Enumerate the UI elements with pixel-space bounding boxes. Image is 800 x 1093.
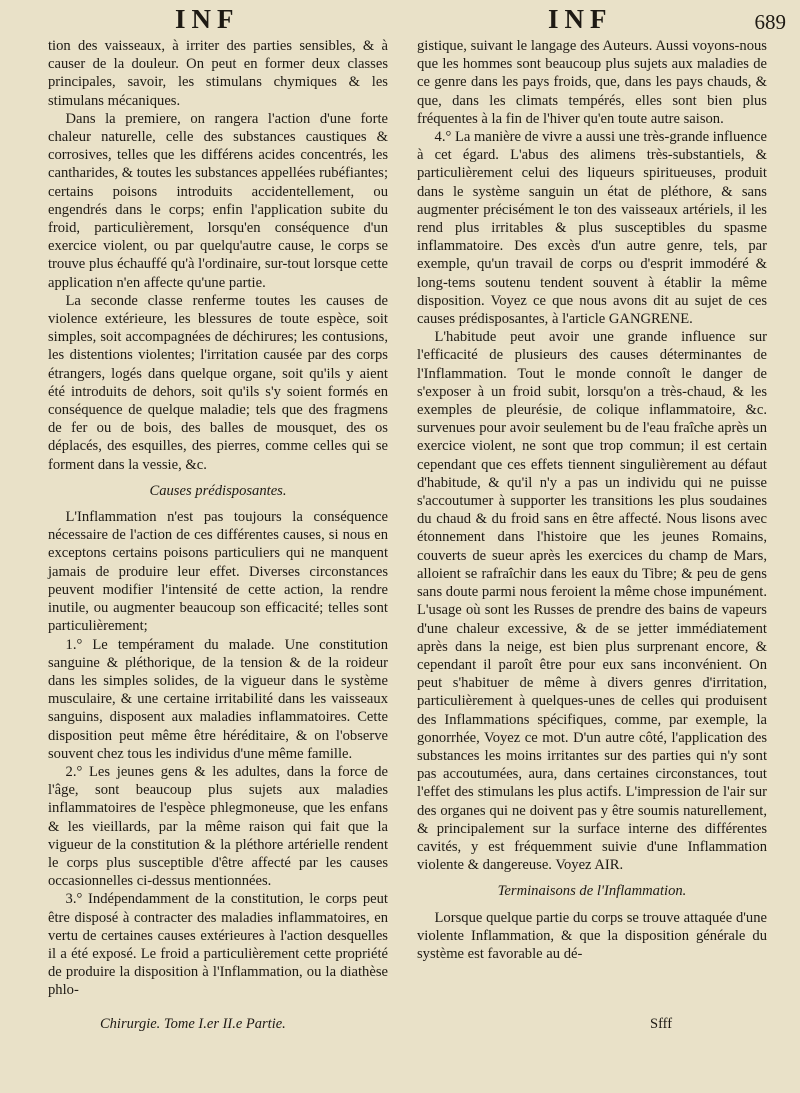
paragraph: 2.° Les jeunes gens & les adultes, dans la force de l'âge, sont beaucoup plus sujets aux maladies inflammatoires de l'espèce phlegmoneuse, que les enfans & les vieillards, par la même raison qui fait que la vigueur de la constitution & la pléthore artérielle rendent le corps plus susceptible d'être affecté par les causes occasionnelles ci-dessus mentionnées. [48,763,388,890]
paragraph: La seconde classe renferme toutes les causes de violence extérieure, les blessures de toute espèce, soit simples, soit accompagnées de déchirures; les contusions, les distentions violentes; l'irritation causée par des corps étrangers, logés dans quelque organe, soit qu'ils y aient été introduits de dehors, soit qu'ils s'y soient formés en conséquence de quelque maladie; tels que des fragmens de fer ou de bois, des balles de mousquet, des os déplacés, des esquilles, des pierres, comme celles qui se forment dans la vessie, &c. [48,292,388,473]
paragraph: Lorsque quelque partie du corps se trouve attaquée d'une violente Inflammation, & que la disposition générale du système est favorable au dé- [417,909,767,962]
page-number: 689 [754,10,786,34]
signature-mark: Sfff [650,1016,673,1032]
paragraph: tion des vaisseaux, à irriter des parties sensibles, & à causer de la douleur. On peut en former deux classes principales, savoir, les stimulans chymiques & les stimulans mécaniques. [48,38,388,109]
paragraph: 4.° La manière de vivre a aussi une très-grande influence à cet égard. L'abus des alimens très-substantiels, & particulièrement celui des liqueurs spiritueuses, produit dans le système sanguin un état de pléthore, & sans augmenter précisément le ton des vaisseaux artériels, il les rend plus irritables & plus susceptibles du spasme inflammatoire. Des excès d'un autre genre, tels, par exemple, qu'un travail de corps ou d'esprit immodéré & long-tems soutenu tendent souvent à établir la même disposition. Voyez ce que nous avons dit au sujet de ces causes prédisposantes, à l'article GANGRENE. [417,129,767,328]
paragraph: 1.° Le tempérament du malade. Une constitution sanguine & pléthorique, de la tension & de la roideur dans les simples solides, de la vigueur dans le système musculaire, & une certaine irritabilité dans les vaisseaux sanguins, disposent aux maladies inflammatoires. Cette disposition peut même être héréditaire, & on l'observe souvent chez tous les individus d'une même famille. [48,636,388,762]
paragraph: L'Inflammation n'est pas toujours la conséquence nécessaire de l'action de ces différentes causes, si nous en exceptons certains poisons particuliers qui ne manquent jamais de produire leur effet. Diverses circonstances peuvent modifier l'intensité de cette action, la rendre inutile, ou augmenter beaucoup son efficacité; telles sont particulièrement; [48,509,388,635]
paragraph: 3.° Indépendamment de la constitution, le corps peut être disposé à contracter des maladies inflammatoires, en vertu de certaines causes extérieures à l'action desquelles il a été exposé. Le froid a particulièrement cette propriété de produire la disposition à l'Inflammation, ou la diathèse phlo- [48,891,388,999]
footer-title: Chirurgie. Tome I.er II.e Partie. [100,1016,286,1032]
paragraph: L'habitude peut avoir une grande influence sur l'efficacité de plusieurs des causes déterminantes de l'Inflammation. Tout le monde connoît le danger de s'exposer à un froid subit, lorsqu'on a très-chaud, & les exemples de pleurésie, de colique inflammatoire, &c. survenues pour avoir seulement bu de l'eau fraîche après un exercice violent, ne sont que trop commun; il est certain cependant que ces effets tiennent singulièrement au défaut d'habitude, & qu'il n'y a pas un individu qui ne puisse s'accoutumer à supporter les transitions les plus soudaines du chaud & du froid sans en être affecté. Nous lisons avec étonnement dans l'histoire que les jeunes Romains, couverts de sueur après les exercices du champ de Mars, alloient se rafraîchir dans les eaux du Tibre; & peu de gens sans doute parmi nous feroient la même chose impunément. L'usage où sont les Russes de prendre des bains de vapeurs d'une chaleur excessive, & de se jetter immédiatement après dans la neige, est bien plus surprenant encore, & cependant il paroît être pour eux sans inconvénient. On peut s'habituer de même à divers genres d'irritation, particulièrement à quelques-unes de celles qui produisent des Inflammations spécifiques, comme, par exemple, la gonorrhée, Voyez ce mot. D'un autre côté, l'application des substances les moins irritantes sur des parties qui n'y sont pas accoutumées, aura, dans certaines circonstances, tout l'effet des stimulans les plus actifs. L'impression de l'air sur des organes qui ne doivent pas y être soumis naturellement, & principalement sur la surface interne des différentes cavités, y est fréquemment suivie d'une Inflammation violente & dangereuse. Voyez AIR. [417,329,767,874]
right-column [417,37,767,963]
running-head-right: INF [548,4,613,34]
paragraph: Dans la premiere, on rangera l'action d'une forte chaleur naturelle, celle des substances caustiques & corrosives, telles que les différens acides concentrés, les cantharides, & toutes les substances appellées rubéfiantes; certains poisons introduits accidentellement, ou engendrés dans le corps; enfin l'application subite du froid, particulièrement, lorsqu'en conséquence d'un exercice violent, ou par quelqu'autre cause, le corps se trouve plus échauffé qu'à l'ordinaire, sur-tout lorsque cette application n'en affecte qu'une partie. [48,110,389,291]
running-head-left: INF [175,4,240,34]
section-heading: Causes prédisposantes. [149,482,287,499]
left-column [48,37,388,1000]
section-heading: Terminaisons de l'Inflammation. [497,883,687,900]
paragraph: gistique, suivant le langage des Auteurs. Aussi voyons-nous que les hommes sont beaucoup plus sujets aux maladies de ce genre dans les pays froids, que, dans les pays chauds, & que, dans les climats tempérés, elles sont bien plus fréquentes à la fin de l'hiver qu'en toute autre saison. [417,38,767,127]
